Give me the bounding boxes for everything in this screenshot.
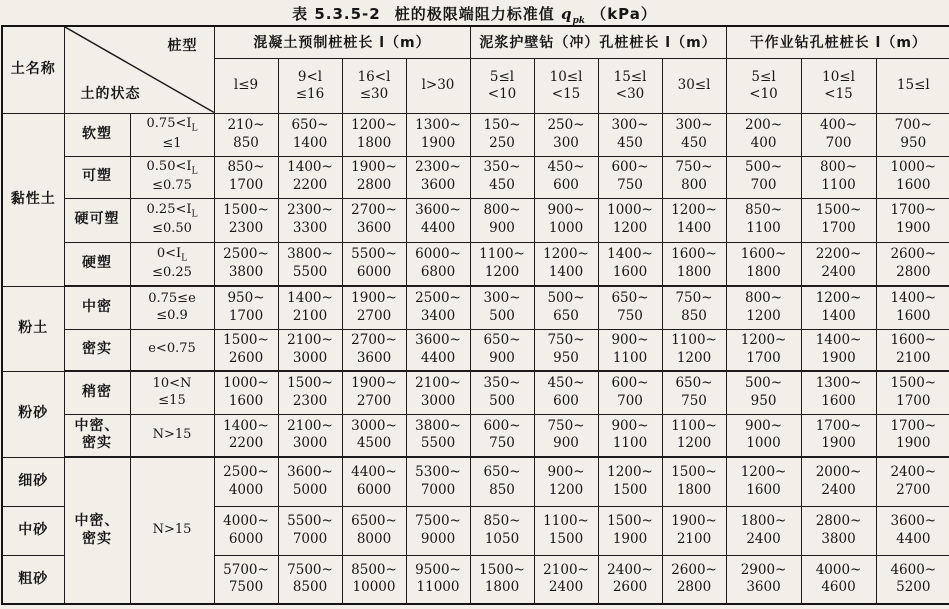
value-cell-r11-c10: 4000~ 4600 [801,555,876,604]
value-cell-r11-c8: 2600~ 2800 [662,555,726,604]
value-cell-r4-c6: 1200~ 1400 [534,242,598,286]
value-cell-r1-c9: 200~ 400 [726,113,801,156]
value-cell-r2-c7: 600~ 750 [598,156,662,198]
soil-state-cell: 可塑 [64,156,130,198]
value-cell-r2-c1: 850~ 1700 [214,156,278,198]
value-cell-r2-c2: 1400~ 2200 [278,156,342,198]
soil-condition-cell: $0.50<I_L$ ≤0.75 [130,156,214,198]
value-cell-r1-c7: 300~ 450 [598,113,662,156]
value-cell-r1-c10: 400~ 700 [801,113,876,156]
value-cell-r10-c3: 6500~ 8000 [342,506,406,555]
value-cell-r4-c2: 3800~ 5500 [278,242,342,286]
soil-state-cell: 密实 [64,329,130,371]
soil-name-header: 土名称 [2,26,64,113]
value-cell-r1-c5: 150~ 250 [470,113,534,156]
value-cell-r5-c11: 1400~ 1600 [876,286,949,329]
value-cell-r8-c11: 1700~ 1900 [876,414,949,457]
value-cell-r3-c3: 2700~ 3600 [342,198,406,242]
value-cell-r6-c9: 1200~ 1700 [726,329,801,371]
pile-type-group-header-2: 泥浆护壁钻（冲）孔桩桩长 l（m） [470,26,726,58]
value-cell-r3-c2: 2300~ 3300 [278,198,342,242]
value-cell-r11-c1: 5700~ 7500 [214,555,278,604]
value-cell-r11-c3: 8500~ 10000 [342,555,406,604]
value-cell-r3-c4: 3600~ 4400 [406,198,470,242]
value-cell-r4-c11: 2600~ 2800 [876,242,949,286]
value-cell-r10-c4: 7500~ 9000 [406,506,470,555]
length-range-header-g3-c3: 15≤l [876,58,949,113]
table-unit: （kPa） [591,5,657,23]
soil-state-cell: 硬可塑 [64,198,130,242]
value-cell-r7-c1: 1000~ 1600 [214,371,278,414]
table-body [2,113,949,604]
qpk-symbol: $q_{pk}$ [560,5,585,26]
value-cell-r3-c6: 900~ 1000 [534,198,598,242]
pile-type-group-header-1: 混凝土预制桩桩长 l（m） [214,26,470,58]
value-cell-r9-c3: 4400~ 6000 [342,457,406,506]
value-cell-r2-c9: 500~ 700 [726,156,801,198]
value-cell-r8-c9: 900~ 1000 [726,414,801,457]
value-cell-r9-c6: 900~ 1200 [534,457,598,506]
table-index: 表 5.3.5-2 [292,5,381,23]
value-cell-r6-c3: 2700~ 3600 [342,329,406,371]
length-range-header-g1-c4: l>30 [406,58,470,113]
value-cell-r4-c10: 2200~ 2400 [801,242,876,286]
table-title-text: 桩的极限端阻力标准值 [394,5,555,23]
value-cell-r8-c10: 1700~ 1900 [801,414,876,457]
value-cell-r5-c7: 650~ 750 [598,286,662,329]
value-cell-r2-c8: 750~ 800 [662,156,726,198]
soil-condition-cell: N>15 [130,457,214,604]
value-cell-r8-c5: 600~ 750 [470,414,534,457]
value-cell-r9-c4: 5300~ 7000 [406,457,470,506]
value-cell-r1-c4: 1300~ 1900 [406,113,470,156]
value-cell-r2-c6: 450~ 600 [534,156,598,198]
value-cell-r7-c6: 450~ 600 [534,371,598,414]
soil-condition-cell: $0<I_L$ ≤0.25 [130,242,214,286]
soil-state-cell: 硬塑 [64,242,130,286]
value-cell-r5-c6: 500~ 650 [534,286,598,329]
value-cell-r7-c4: 2100~ 3000 [406,371,470,414]
value-cell-r7-c5: 350~ 500 [470,371,534,414]
value-cell-r3-c1: 1500~ 2300 [214,198,278,242]
soil-name-cell: 黏性土 [2,113,64,286]
value-cell-r7-c8: 650~ 750 [662,371,726,414]
soil-condition-cell: $0.75<I_L$ ≤1 [130,113,214,156]
value-cell-r2-c10: 800~ 1100 [801,156,876,198]
end-resistance-table [1,25,949,605]
soil-state-cell: 中密、 密实 [64,457,130,604]
soil-condition-cell: 0.75≤e ≤0.9 [130,286,214,329]
value-cell-r4-c1: 2500~ 3800 [214,242,278,286]
value-cell-r5-c10: 1200~ 1400 [801,286,876,329]
value-cell-r10-c8: 1900~ 2100 [662,506,726,555]
value-cell-r3-c9: 850~ 1100 [726,198,801,242]
pile-type-soil-state-diagonal-cell [64,26,214,113]
value-cell-r6-c8: 1100~ 1200 [662,329,726,371]
value-cell-r3-c11: 1700~ 1900 [876,198,949,242]
value-cell-r8-c2: 2100~ 3000 [278,414,342,457]
value-cell-r4-c5: 1100~ 1200 [470,242,534,286]
value-cell-r10-c9: 1800~ 2400 [726,506,801,555]
soil-state-cell: 稍密 [64,371,130,414]
length-range-header-g2-c2: 10≤l <15 [534,58,598,113]
value-cell-r6-c2: 2100~ 3000 [278,329,342,371]
value-cell-r1-c6: 250~ 300 [534,113,598,156]
length-range-header-g2-c3: 15≤l <30 [598,58,662,113]
value-cell-r6-c6: 750~ 950 [534,329,598,371]
soil-state-cell: 软塑 [64,113,130,156]
value-cell-r5-c9: 800~ 1200 [726,286,801,329]
soil-condition-cell: N>15 [130,414,214,457]
table-title [0,0,949,25]
length-range-header-g1-c1: l≤9 [214,58,278,113]
soil-name-cell: 粉砂 [2,371,64,457]
value-cell-r5-c1: 950~ 1700 [214,286,278,329]
value-cell-r3-c8: 1200~ 1400 [662,198,726,242]
value-cell-r5-c3: 1900~ 2700 [342,286,406,329]
value-cell-r11-c6: 2100~ 2400 [534,555,598,604]
value-cell-r7-c7: 600~ 700 [598,371,662,414]
length-range-header-g2-c4: 30≤l [662,58,726,113]
value-cell-r7-c9: 500~ 950 [726,371,801,414]
table-header [2,26,949,113]
value-cell-r6-c7: 900~ 1100 [598,329,662,371]
soil-state-cell: 中密、 密实 [64,414,130,457]
value-cell-r11-c4: 9500~ 11000 [406,555,470,604]
value-cell-r10-c11: 3600~ 4400 [876,506,949,555]
value-cell-r6-c5: 650~ 900 [470,329,534,371]
soil-name-cell: 粗砂 [2,555,64,604]
value-cell-r7-c11: 1500~ 1700 [876,371,949,414]
soil-condition-cell: $0.25<I_L$ ≤0.50 [130,198,214,242]
soil-name-cell: 中砂 [2,506,64,555]
value-cell-r10-c5: 850~ 1050 [470,506,534,555]
soil-condition-cell: e<0.75 [130,329,214,371]
value-cell-r2-c4: 2300~ 3600 [406,156,470,198]
value-cell-r3-c7: 1000~ 1200 [598,198,662,242]
value-cell-r4-c3: 5500~ 6000 [342,242,406,286]
value-cell-r9-c5: 650~ 850 [470,457,534,506]
value-cell-r11-c11: 4600~ 5200 [876,555,949,604]
soil-name-cell: 粉土 [2,286,64,371]
value-cell-r8-c7: 900~ 1100 [598,414,662,457]
value-cell-r9-c8: 1500~ 1800 [662,457,726,506]
value-cell-r2-c5: 350~ 450 [470,156,534,198]
value-cell-r8-c8: 1100~ 1200 [662,414,726,457]
value-cell-r10-c6: 1100~ 1500 [534,506,598,555]
value-cell-r10-c1: 4000~ 6000 [214,506,278,555]
value-cell-r11-c5: 1500~ 1800 [470,555,534,604]
soil-condition-cell: 10<N ≤15 [130,371,214,414]
length-range-header-g3-c2: 10≤l <15 [801,58,876,113]
pile-type-group-header-3: 干作业钻孔桩桩长 l（m） [726,26,949,58]
value-cell-r4-c9: 1600~ 1800 [726,242,801,286]
length-range-header-g1-c2: 9<l ≤16 [278,58,342,113]
value-cell-r5-c4: 2500~ 3400 [406,286,470,329]
length-range-header-g1-c3: 16<l ≤30 [342,58,406,113]
value-cell-r2-c3: 1900~ 2800 [342,156,406,198]
value-cell-r9-c2: 3600~ 5000 [278,457,342,506]
value-cell-r4-c8: 1600~ 1800 [662,242,726,286]
value-cell-r7-c3: 1900~ 2700 [342,371,406,414]
value-cell-r9-c9: 1200~ 1600 [726,457,801,506]
value-cell-r6-c11: 1600~ 2100 [876,329,949,371]
value-cell-r5-c2: 1400~ 2100 [278,286,342,329]
value-cell-r5-c8: 750~ 850 [662,286,726,329]
pile-type-label: 桩型 [167,38,198,54]
value-cell-r8-c3: 3000~ 4500 [342,414,406,457]
value-cell-r11-c9: 2900~ 3600 [726,555,801,604]
value-cell-r3-c10: 1500~ 1700 [801,198,876,242]
value-cell-r1-c8: 300~ 450 [662,113,726,156]
value-cell-r8-c6: 750~ 900 [534,414,598,457]
value-cell-r6-c4: 3600~ 4400 [406,329,470,371]
length-range-header-g3-c1: 5≤l <10 [726,58,801,113]
soil-state-label: 土的状态 [80,85,141,102]
value-cell-r1-c3: 1200~ 1800 [342,113,406,156]
value-cell-r6-c1: 1500~ 2600 [214,329,278,371]
value-cell-r8-c4: 3800~ 5500 [406,414,470,457]
value-cell-r1-c2: 650~ 1400 [278,113,342,156]
value-cell-r6-c10: 1400~ 1900 [801,329,876,371]
value-cell-r9-c10: 2000~ 2400 [801,457,876,506]
value-cell-r2-c11: 1000~ 1600 [876,156,949,198]
soil-state-cell: 中密 [64,286,130,329]
value-cell-r10-c2: 5500~ 7000 [278,506,342,555]
value-cell-r1-c11: 700~ 950 [876,113,949,156]
value-cell-r11-c2: 7500~ 8500 [278,555,342,604]
value-cell-r1-c1: 210~ 850 [214,113,278,156]
value-cell-r4-c4: 6000~ 6800 [406,242,470,286]
length-range-header-g2-c1: 5≤l <10 [470,58,534,113]
value-cell-r10-c10: 2800~ 3800 [801,506,876,555]
value-cell-r4-c7: 1400~ 1600 [598,242,662,286]
value-cell-r11-c7: 2400~ 2600 [598,555,662,604]
value-cell-r9-c7: 1200~ 1500 [598,457,662,506]
value-cell-r3-c5: 800~ 900 [470,198,534,242]
value-cell-r7-c2: 1500~ 2300 [278,371,342,414]
value-cell-r7-c10: 1300~ 1600 [801,371,876,414]
value-cell-r5-c5: 300~ 500 [470,286,534,329]
value-cell-r9-c1: 2500~ 4000 [214,457,278,506]
soil-name-cell: 细砂 [2,457,64,506]
value-cell-r9-c11: 2400~ 2700 [876,457,949,506]
value-cell-r8-c1: 1400~ 2200 [214,414,278,457]
value-cell-r10-c7: 1500~ 1900 [598,506,662,555]
